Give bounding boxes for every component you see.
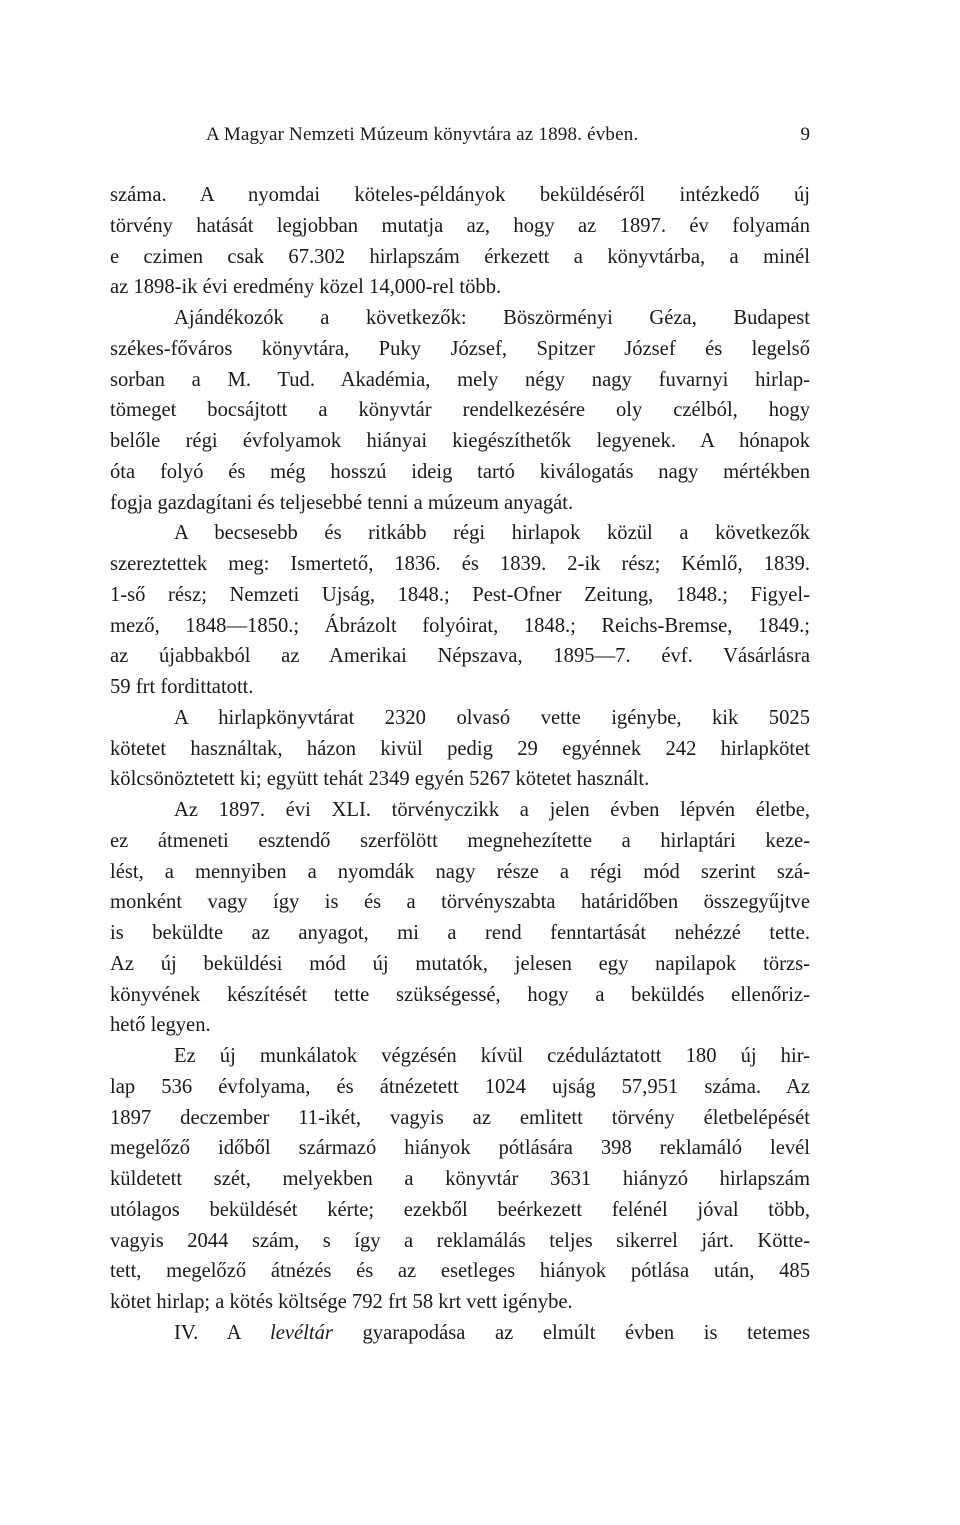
text-line: küldetett szét, melyekben a könyvtár 3631 hiányzó hirlapszám <box>110 1168 810 1190</box>
section-prefix: IV. A <box>174 1321 270 1344</box>
text-line: A hirlapkönyvtárat 2320 olvasó vette igénybe, kik 5025 <box>174 706 810 729</box>
text-line: könyvének készítését tette szükségessé, hogy a beküldés ellenőriz- <box>110 983 810 1006</box>
text-line: e czimen csak 67.302 hirlapszám érkezett a könyvtárba, a minél <box>110 245 810 268</box>
text-line: 1-ső rész; Nemzeti Ujság, 1848.; Pest-Ofner Zeitung, 1848.; Figyel- <box>110 583 810 606</box>
text-line: monként vagy így is és a törvényszabta határidőben összegyűjtve <box>110 891 810 914</box>
text-line: kötet hirlap; a kötés költsége 792 frt 58 krt vett igénybe. <box>110 1291 573 1313</box>
text-line: sorban a M. Tud. Akadémia, mely négy nagy fuvarnyi hirlap- <box>110 368 810 391</box>
text-line: 59 frt fordittatott. <box>110 676 254 698</box>
page-header <box>206 124 810 154</box>
text-line: hető legyen. <box>110 1014 211 1037</box>
text-line: lap 536 évfolyama, és átnézetett 1024 ujság 57,951 száma. Az <box>110 1075 810 1098</box>
text-line: tömeget bocsájtott a könyvtár rendelkezésére oly czélból, hogy <box>110 399 810 422</box>
text-line: az 1898-ik évi eredmény közel 14,000-rel több. <box>110 276 502 299</box>
text-line: 1897 deczember 11-ikét, vagyis az emlitett törvény életbelépését <box>110 1106 810 1129</box>
section-italic-word: levéltár <box>269 1321 333 1344</box>
section-heading-line <box>110 1318 810 1349</box>
section-suffix: gyarapodása az elmúlt évben is tetemes <box>332 1321 810 1344</box>
page-number: 9 <box>800 124 810 145</box>
text-line: megelőző időből származó hiányok pótlására 398 reklamáló levél <box>110 1137 810 1160</box>
text-line: tett, megelőző átnézés és az esetleges hiányok pótlása után, 485 <box>110 1260 810 1283</box>
text-line: kötetet használtak, házon kivül pedig 29 egyénnek 242 hirlapkötet <box>110 737 810 760</box>
text-line: Az 1897. évi XLI. törvényczikk a jelen évben lépvén életbe, <box>174 799 810 821</box>
text-line: A becsesebb és ritkább régi hirlapok közül a következők <box>174 522 810 545</box>
text-line: utólagos beküldését kérte; ezekből beérkezett felénél jóval több, <box>110 1198 810 1221</box>
text-line: törvény hatását legjobban mutatja az, hogy az 1897. év folyamán <box>110 214 810 237</box>
text-line: belőle régi évfolyamok hiányai kiegészíthetők legyenek. A hónapok <box>110 430 810 452</box>
text-line: lést, a mennyiben a nyomdák nagy része a régi mód szerint szá- <box>110 860 810 883</box>
text-line: fogja gazdagítani és teljesebbé tenni a múzeum anyagát. <box>110 491 574 514</box>
text-line: vagyis 2044 szám, s így a reklamálás teljes sikerrel járt. Kötte- <box>110 1229 810 1252</box>
text-line: az újabbakból az Amerikai Népszava, 1895—7. évf. Vásárlásra <box>110 645 810 668</box>
text-line: Ajándékozók a következők: Böszörményi Géza, Budapest <box>174 307 810 329</box>
text-line: szereztettek meg: Ismertető, 1836. és 1839. 2-ik rész; Kémlő, 1839. <box>110 553 810 575</box>
text-line: Az új beküldési mód új mutatók, jelesen egy napilapok törzs- <box>110 952 810 975</box>
text-line: ez átmeneti esztendő szerfölött megnehezítette a hirlaptári keze- <box>110 829 810 852</box>
text-line: száma. A nyomdai köteles-példányok beküldéséről intézkedő új <box>110 184 810 206</box>
text-line: is beküldte az anyagot, mi a rend fenntartását nehézzé tette. <box>110 922 810 944</box>
text-line: Ez új munkálatok végzésén kívül czéduláztatott 180 új hir- <box>174 1045 810 1067</box>
text-line: óta folyó és még hosszú ideig tartó kiválogatás nagy mértékben <box>110 460 810 483</box>
text-line: mező, 1848—1850.; Ábrázolt folyóirat, 1848.; Reichs-Bremse, 1849.; <box>110 614 810 637</box>
running-title: A Magyar Nemzeti Múzeum könyvtára az 1898. évben. <box>206 124 639 145</box>
body-text <box>110 180 810 1349</box>
text-line: kölcsönöztetett ki; együtt tehát 2349 egyén 5267 kötetet használt. <box>110 768 650 791</box>
text-line: székes-főváros könyvtára, Puky József, Spitzer József és legelső <box>110 337 810 360</box>
